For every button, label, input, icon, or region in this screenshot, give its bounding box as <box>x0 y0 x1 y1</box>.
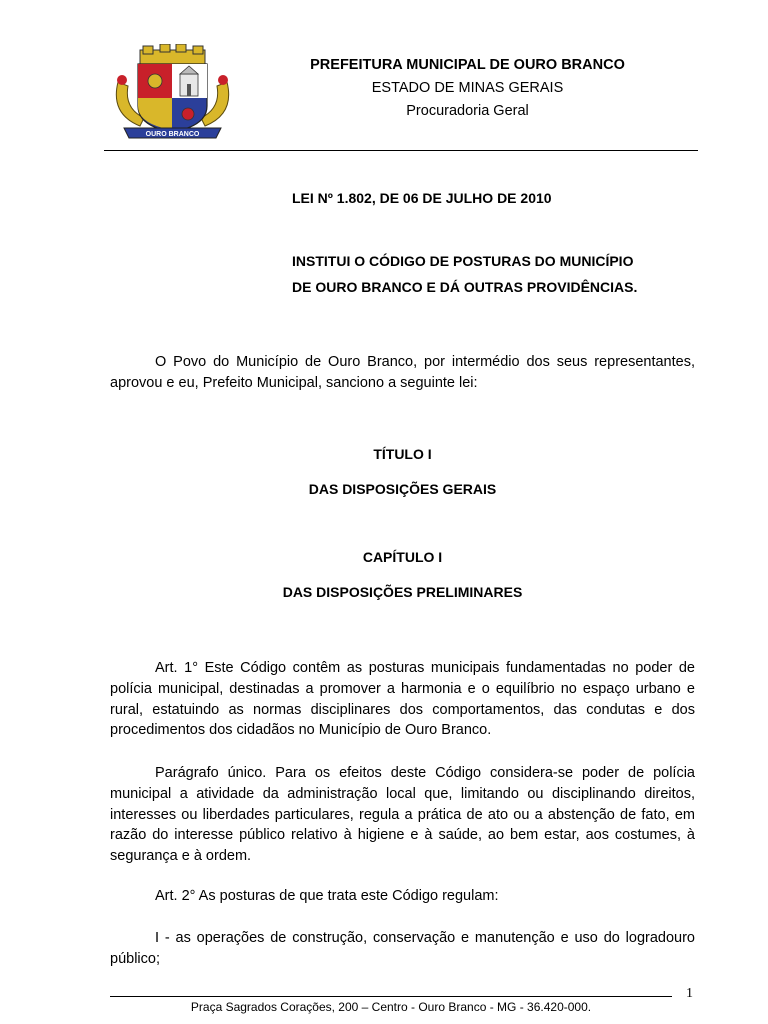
header-divider <box>104 150 698 151</box>
title-name-heading: DAS DISPOSIÇÕES GERAIS <box>308 481 497 497</box>
header-title: PREFEITURA MUNICIPAL DE OURO BRANCO <box>310 57 625 73</box>
page-number: 1 <box>686 986 693 1001</box>
inciso-1-paragraph: I - as operações de construção, conservação e manutenção e uso do logradouro público; <box>110 930 695 967</box>
article-1-paragraph: Art. 1° Este Código contêm as posturas municipais fundamentadas no poder de polícia municipal, destinadas a promover a harmonia e o equilíbrio no espaço urbano e rural, estatuindo as normas disciplinares dos comportamentos, das condutas e dos procedimentos dos cidadãos no Município de Ouro Branco. <box>110 660 695 739</box>
header-state: ESTADO DE MINAS GERAIS <box>371 80 564 96</box>
ementa-line-1: INSTITUI O CÓDIGO DE POSTURAS DO MUNICÍPIO <box>292 253 634 269</box>
footer-divider <box>110 996 672 997</box>
municipal-crest-logo <box>110 44 235 144</box>
footer-address: Praça Sagrados Corações, 200 – Centro - Ouro Branco - MG - 36.420-000. <box>190 1000 592 1014</box>
title-heading: TÍTULO I <box>373 446 432 462</box>
paragrafo-unico: Parágrafo único. Para os efeitos deste Código considera-se poder de polícia municipal a atividade da administração local que, limitando ou disciplinando direitos, interesses ou liberdades particulares, regula a prática de ato ou a abstenção de fato, em razão do interesse público relativo à higiene e à saúde, ao bem estar, aos costumes, à segurança e à ordem. <box>110 765 695 865</box>
crest-banner-text: OURO BRANCO <box>145 131 200 138</box>
law-ementa <box>292 248 712 300</box>
chapter-name-heading: DAS DISPOSIÇÕES PRELIMINARES <box>282 584 523 600</box>
ementa-line-2: DE OURO BRANCO E DÁ OUTRAS PROVIDÊNCIAS. <box>292 279 638 295</box>
preamble-paragraph: O Povo do Município de Ouro Branco, por intermédio dos seus representantes, aprovou e eu, Prefeito Municipal, sanciono a seguinte lei: <box>110 354 695 391</box>
chapter-heading: CAPÍTULO I <box>362 549 443 565</box>
header-department: Procuradoria Geral <box>406 103 529 119</box>
law-number: LEI Nº 1.802, DE 06 DE JULHO DE 2010 <box>292 190 552 206</box>
article-2-paragraph: Art. 2° As posturas de que trata este Código regulam: <box>155 888 499 904</box>
